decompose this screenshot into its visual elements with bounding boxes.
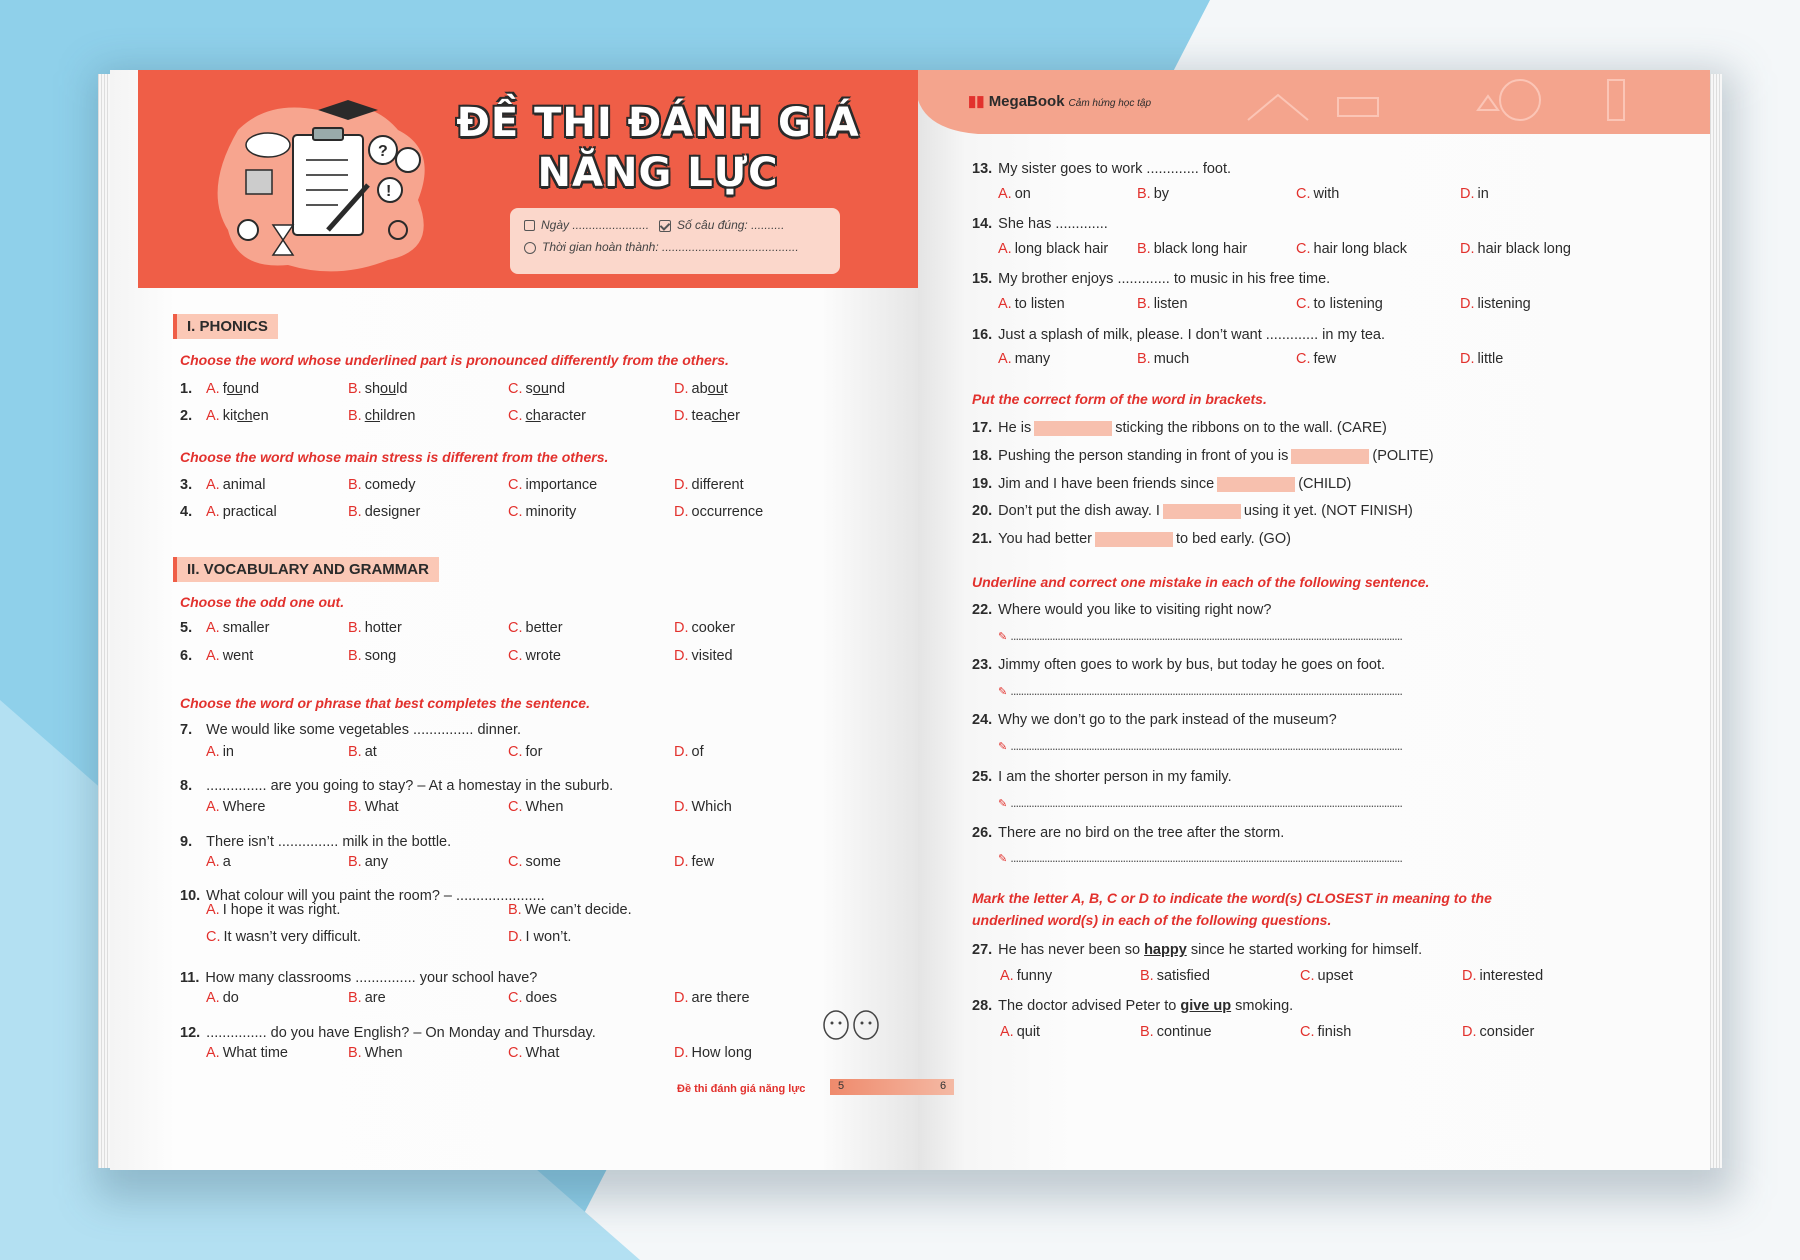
option-letter: D. xyxy=(674,477,689,493)
option-q4-c[interactable] xyxy=(508,504,576,520)
option-q6-a[interactable] xyxy=(206,648,253,664)
question-17: 17. He is sticking the ribbons on to the wall. (CARE) xyxy=(972,420,1387,436)
option-letter: D. xyxy=(1460,241,1475,257)
instruction-1: Choose the word whose underlined part is pronounced differently from the others. xyxy=(180,352,729,368)
option-text: for xyxy=(525,744,543,760)
svg-text:?: ? xyxy=(378,143,388,160)
question-27: 27. He has never been so happy since he started working for himself. xyxy=(972,942,1423,958)
question-14: 14. She has ............. xyxy=(972,216,1108,232)
option-text: practical xyxy=(222,504,277,520)
instruction-2: Choose the word whose main stress is different from the others. xyxy=(180,449,609,465)
option-text: designer xyxy=(364,504,421,520)
option-text: long black hair xyxy=(1014,241,1109,257)
option-q9-a[interactable] xyxy=(206,854,231,870)
option-letter: A. xyxy=(998,241,1012,257)
option-q28-a[interactable] xyxy=(1000,1024,1040,1040)
option-q8-a[interactable] xyxy=(206,799,265,815)
option-letter: A. xyxy=(1000,1024,1014,1040)
svg-text:!: ! xyxy=(386,183,392,200)
option-letter: B. xyxy=(1140,968,1154,984)
option-text: much xyxy=(1153,351,1190,367)
option-letter: C. xyxy=(508,504,523,520)
option-q6-d[interactable] xyxy=(674,648,733,664)
question-4: 4. xyxy=(180,504,193,520)
question-22: 22. Where would you like to visiting right now? xyxy=(972,602,1272,618)
option-letter: D. xyxy=(1462,968,1477,984)
question-6: 6. xyxy=(180,648,193,664)
option-text: any xyxy=(364,854,389,870)
option-letter: D. xyxy=(674,648,689,664)
question-18: 18. Pushing the person standing in front of you is (POLITE) xyxy=(972,448,1434,464)
option-q11-c[interactable] xyxy=(508,990,557,1006)
option-letter: D. xyxy=(674,799,689,815)
section-phonics: I. PHONICS xyxy=(173,314,278,339)
question-13: 13. My sister goes to work ............. foot. xyxy=(972,161,1232,177)
option-text: different xyxy=(691,477,744,493)
right-page-edge xyxy=(1708,74,1722,1168)
option-text: wrote xyxy=(525,648,561,664)
option-q11-b[interactable] xyxy=(348,990,386,1006)
option-letter: B. xyxy=(1137,351,1151,367)
option-text: are xyxy=(364,990,386,1006)
option-text: I hope it was right. xyxy=(222,902,341,918)
option-letter: B. xyxy=(348,799,362,815)
answer-line[interactable]: ✎ ...................................................................................................................................................... xyxy=(998,795,1402,810)
page-number-left: 5 xyxy=(838,1080,845,1092)
question-15: 15. My brother enjoys ............. to music in his free time. xyxy=(972,271,1331,287)
question-28: 28. The doctor advised Peter to give up smoking. xyxy=(972,998,1294,1014)
option-q16-b[interactable] xyxy=(1137,351,1189,367)
option-q8-c[interactable] xyxy=(508,799,563,815)
option-letter: A. xyxy=(206,504,220,520)
pencil-icon: ✎ xyxy=(998,741,1007,753)
emoji-icon xyxy=(822,1008,882,1042)
option-text: in xyxy=(1477,186,1489,202)
option-letter: A. xyxy=(998,296,1012,312)
option: A. found xyxy=(206,381,260,397)
page-title xyxy=(438,98,878,198)
option-q12-a[interactable] xyxy=(206,1045,288,1061)
option-q12-c[interactable] xyxy=(508,1045,559,1061)
option-text: quit xyxy=(1016,1024,1041,1040)
option-letter: A. xyxy=(206,620,220,636)
pencil-icon: ✎ xyxy=(998,631,1007,643)
option-text: animal xyxy=(222,477,266,493)
option-text: What xyxy=(364,799,399,815)
question-23: 23. Jimmy often goes to work by bus, but today he goes on foot. xyxy=(972,657,1386,673)
question-3: 3. xyxy=(180,477,193,493)
option-letter: D. xyxy=(1462,1024,1477,1040)
option-text: upset xyxy=(1317,968,1353,984)
option-q15-d[interactable] xyxy=(1460,296,1531,312)
option-text: by xyxy=(1153,186,1170,202)
answer-blank[interactable] xyxy=(1291,449,1369,464)
option-q11-a[interactable] xyxy=(206,990,239,1006)
question-20: 20. Don’t put the dish away. I using it yet. (NOT FINISH) xyxy=(972,503,1413,519)
option-letter: B. xyxy=(1140,1024,1154,1040)
option-text: does xyxy=(525,990,557,1006)
option-q27-b[interactable] xyxy=(1140,968,1210,984)
option-letter: B. xyxy=(348,504,362,520)
footer-title: Đề thi đánh giá năng lực xyxy=(677,1083,806,1095)
answer-line[interactable]: ✎ ...................................................................................................................................................... xyxy=(998,850,1402,865)
option-q13-a[interactable] xyxy=(998,186,1031,202)
title-banner xyxy=(138,70,918,288)
option-letter: D. xyxy=(674,990,689,1006)
option-letter: C. xyxy=(508,648,523,664)
option-text: When xyxy=(364,1045,403,1061)
option-text: with xyxy=(1313,186,1340,202)
option-q27-a[interactable] xyxy=(1000,968,1052,984)
instruction-7a: Mark the letter A, B, C or D to indicate the word(s) CLOSEST in meaning to the xyxy=(972,890,1492,906)
question-2: 2. xyxy=(180,408,193,424)
option-q10-d[interactable] xyxy=(508,929,571,945)
option-text: funny xyxy=(1016,968,1053,984)
option-letter: C. xyxy=(1296,296,1311,312)
answer-blank[interactable] xyxy=(1095,532,1173,547)
option-text: smaller xyxy=(222,620,270,636)
option-letter: B. xyxy=(348,854,362,870)
option-q27-d[interactable] xyxy=(1462,968,1543,984)
answer-line[interactable]: ✎ ...................................................................................................................................................... xyxy=(998,738,1402,753)
option-q14-a[interactable] xyxy=(998,241,1108,257)
answer-blank[interactable] xyxy=(1034,421,1112,436)
option-letter: B. xyxy=(348,990,362,1006)
option-q15-a[interactable] xyxy=(998,296,1065,312)
option-letter: D. xyxy=(508,929,523,945)
option-letter: D. xyxy=(674,854,689,870)
info-box xyxy=(510,208,840,274)
option-text: to listen xyxy=(1014,296,1065,312)
option-letter: A. xyxy=(206,744,220,760)
option-text: cooker xyxy=(691,620,736,636)
score-field: Số câu đúng: .......... xyxy=(659,218,784,232)
page-number-right: 6 xyxy=(940,1080,947,1092)
option-letter: A. xyxy=(998,351,1012,367)
date-field: Ngày ....................... xyxy=(524,218,649,232)
option-text: continue xyxy=(1156,1024,1212,1040)
option-text: hair long black xyxy=(1313,241,1407,257)
option-text: little xyxy=(1477,351,1504,367)
option-letter: B. xyxy=(348,620,362,636)
option-text: of xyxy=(691,744,704,760)
option-text: to listening xyxy=(1313,296,1383,312)
option-text: comedy xyxy=(364,477,416,493)
option-letter: A. xyxy=(206,854,220,870)
option-letter: C. xyxy=(1300,968,1315,984)
question-9: 9. There isn’t ............... milk in the bottle. xyxy=(180,834,452,850)
option-letter: B. xyxy=(1137,186,1151,202)
option-letter: A. xyxy=(1000,968,1014,984)
option-q11-d[interactable] xyxy=(674,990,750,1006)
option-letter: D. xyxy=(1460,296,1475,312)
option-letter: A. xyxy=(206,990,220,1006)
option: C. sound xyxy=(508,381,566,397)
question-8: 8. ............... are you going to stay? – At a homestay in the suburb. xyxy=(180,778,614,794)
option-text: visited xyxy=(691,648,733,664)
option-letter: D. xyxy=(1460,186,1475,202)
option-text: black long hair xyxy=(1153,241,1248,257)
option-text: Which xyxy=(691,799,732,815)
option-text: Where xyxy=(222,799,266,815)
option-q4-d[interactable] xyxy=(674,504,763,520)
option-q13-c[interactable] xyxy=(1296,186,1339,202)
option-text: better xyxy=(525,620,563,636)
question-12: 12. ............... do you have English? – On Monday and Thursday. xyxy=(180,1025,596,1041)
option-letter: D. xyxy=(674,620,689,636)
option-q7-a[interactable] xyxy=(206,744,234,760)
option-q5-a[interactable] xyxy=(206,620,269,636)
option-letter: D. xyxy=(674,504,689,520)
option-q7-b[interactable] xyxy=(348,744,377,760)
option-q3-b[interactable] xyxy=(348,477,415,493)
option-q4-a[interactable] xyxy=(206,504,277,520)
instruction-3: Choose the odd one out. xyxy=(180,594,345,610)
option-q14-c[interactable] xyxy=(1296,241,1407,257)
question-7: 7. We would like some vegetables ............... dinner. xyxy=(180,722,522,738)
option-text: in xyxy=(222,744,234,760)
page-number-bar xyxy=(830,1079,954,1095)
question-24: 24. Why we don’t go to the park instead of the museum? xyxy=(972,712,1337,728)
option: B. should xyxy=(348,381,408,397)
option-text: consider xyxy=(1479,1024,1535,1040)
option-text: a xyxy=(222,854,231,870)
option-q6-b[interactable] xyxy=(348,648,396,664)
section-vocabulary: II. VOCABULARY AND GRAMMAR xyxy=(173,557,439,582)
option-letter: B. xyxy=(348,477,362,493)
option-letter: D. xyxy=(1460,351,1475,367)
option-q4-b[interactable] xyxy=(348,504,420,520)
option-q14-d[interactable] xyxy=(1460,241,1571,257)
option-letter: C. xyxy=(1296,351,1311,367)
time-field: Thời gian hoàn thành: ......................................... xyxy=(524,240,799,254)
option-text: How long xyxy=(691,1045,752,1061)
option-q9-b[interactable] xyxy=(348,854,388,870)
option-letter: B. xyxy=(348,744,362,760)
option-text: do xyxy=(222,990,239,1006)
option-text: minority xyxy=(525,504,577,520)
option-q5-b[interactable] xyxy=(348,620,402,636)
option-letter: B. xyxy=(348,648,362,664)
option-q3-d[interactable] xyxy=(674,477,744,493)
option-q13-d[interactable] xyxy=(1460,186,1489,202)
option-letter: D. xyxy=(674,1045,689,1061)
option-text: hair black long xyxy=(1477,241,1571,257)
exam-illustration xyxy=(198,90,458,280)
question-10: 10. What colour will you paint the room? – ...................... xyxy=(180,888,545,904)
question-19: 19. Jim and I have been friends since (CHILD) xyxy=(972,476,1352,492)
option-q8-d[interactable] xyxy=(674,799,732,815)
pencil-icon: ✎ xyxy=(998,686,1007,698)
answer-blank[interactable] xyxy=(1163,504,1241,519)
option-text: What xyxy=(525,1045,560,1061)
option-text: I won’t. xyxy=(525,929,572,945)
option-text: are there xyxy=(691,990,750,1006)
option-letter: D. xyxy=(674,744,689,760)
option-letter: A. xyxy=(206,902,220,918)
option: D. about xyxy=(674,381,728,397)
option-q12-b[interactable] xyxy=(348,1045,403,1061)
option-q16-a[interactable] xyxy=(998,351,1050,367)
option: A. kitchen xyxy=(206,408,269,424)
option-text: It wasn’t very difficult. xyxy=(223,929,362,945)
calendar-icon xyxy=(524,220,535,231)
question-5: 5. xyxy=(180,620,193,636)
option-text: interested xyxy=(1479,968,1544,984)
option-text: few xyxy=(691,854,715,870)
option-q7-c[interactable] xyxy=(508,744,542,760)
option-text: hotter xyxy=(364,620,402,636)
option-text: When xyxy=(525,799,564,815)
option-text: went xyxy=(222,648,254,664)
option-text: few xyxy=(1313,351,1337,367)
option-text: occurrence xyxy=(691,504,764,520)
option-letter: C. xyxy=(508,990,523,1006)
question-11: 11. How many classrooms ............... your school have? xyxy=(180,970,538,986)
option-q15-b[interactable] xyxy=(1137,296,1188,312)
question-25: 25. I am the shorter person in my family. xyxy=(972,769,1232,785)
answer-line[interactable]: ✎ ...................................................................................................................................................... xyxy=(998,683,1402,698)
option-text: What time xyxy=(222,1045,288,1061)
instruction-5: Put the correct form of the word in brackets. xyxy=(972,391,1267,407)
title-line-2: NĂNG LỰC xyxy=(537,150,779,196)
option-q3-c[interactable] xyxy=(508,477,597,493)
option-q5-d[interactable] xyxy=(674,620,735,636)
option-text: some xyxy=(525,854,561,870)
option-q7-d[interactable] xyxy=(674,744,704,760)
option-letter: C. xyxy=(508,854,523,870)
clock-icon xyxy=(524,242,536,254)
option-letter: A. xyxy=(206,799,220,815)
question-21: 21. You had better to bed early. (GO) xyxy=(972,531,1291,547)
brand-logo: ▮▮ MegaBook Cảm hứng học tập xyxy=(968,93,1152,110)
option-letter: B. xyxy=(1137,296,1151,312)
title-line-1: ĐỀ THI ĐÁNH GIÁ xyxy=(456,100,860,146)
option: B. children xyxy=(348,408,416,424)
option-text: satisfied xyxy=(1156,968,1210,984)
option-q13-b[interactable] xyxy=(1137,186,1169,202)
option-text: importance xyxy=(525,477,598,493)
option-letter: B. xyxy=(508,902,522,918)
option-q16-d[interactable] xyxy=(1460,351,1503,367)
option-letter: C. xyxy=(508,799,523,815)
pencil-icon: ✎ xyxy=(998,798,1007,810)
option-text: many xyxy=(1014,351,1051,367)
option-q10-c[interactable] xyxy=(206,929,361,945)
option-letter: B. xyxy=(1137,241,1151,257)
option-q9-c[interactable] xyxy=(508,854,561,870)
option-text: listen xyxy=(1153,296,1188,312)
question-16: 16. Just a splash of milk, please. I don’t want ............. in my tea. xyxy=(972,327,1386,343)
option-text: on xyxy=(1014,186,1031,202)
option-q6-c[interactable] xyxy=(508,648,561,664)
option-q12-d[interactable] xyxy=(674,1045,752,1061)
checkbox-icon xyxy=(659,220,671,232)
option-text: We can’t decide. xyxy=(524,902,632,918)
answer-blank[interactable] xyxy=(1217,477,1295,492)
option-text: at xyxy=(364,744,377,760)
option-letter: C. xyxy=(508,1045,523,1061)
option-letter: A. xyxy=(206,648,220,664)
option-letter: A. xyxy=(206,477,220,493)
option-letter: C. xyxy=(508,620,523,636)
question-1: 1. xyxy=(180,381,193,397)
option-q10-a[interactable] xyxy=(206,902,340,918)
option-q28-c[interactable] xyxy=(1300,1024,1351,1040)
option-q14-b[interactable] xyxy=(1137,241,1247,257)
instruction-7b: underlined word(s) in each of the following questions. xyxy=(972,912,1332,928)
option-q3-a[interactable] xyxy=(206,477,265,493)
option-letter: C. xyxy=(1300,1024,1315,1040)
option-q8-b[interactable] xyxy=(348,799,399,815)
question-26: 26. There are no bird on the tree after the storm. xyxy=(972,825,1285,841)
option-q15-c[interactable] xyxy=(1296,296,1383,312)
option-letter: B. xyxy=(348,1045,362,1061)
option-letter: C. xyxy=(508,744,523,760)
option-q5-c[interactable] xyxy=(508,620,563,636)
option-letter: C. xyxy=(508,477,523,493)
option-letter: C. xyxy=(1296,186,1311,202)
option-letter: A. xyxy=(998,186,1012,202)
instruction-6: Underline and correct one mistake in each of the following sentence. xyxy=(972,574,1430,590)
option-q10-b[interactable] xyxy=(508,902,632,918)
option-q28-b[interactable] xyxy=(1140,1024,1212,1040)
pencil-icon: ✎ xyxy=(998,853,1007,865)
option-q27-c[interactable] xyxy=(1300,968,1353,984)
option-text: finish xyxy=(1317,1024,1352,1040)
option-letter: C. xyxy=(206,929,221,945)
option-q9-d[interactable] xyxy=(674,854,714,870)
option-q28-d[interactable] xyxy=(1462,1024,1534,1040)
instruction-4: Choose the word or phrase that best completes the sentence. xyxy=(180,695,590,711)
option-letter: C. xyxy=(1296,241,1311,257)
option: D. teacher xyxy=(674,408,740,424)
answer-line[interactable]: ✎ ...................................................................................................................................................... xyxy=(998,628,1402,643)
option-letter: A. xyxy=(206,1045,220,1061)
option-text: listening xyxy=(1477,296,1531,312)
option-text: song xyxy=(364,648,397,664)
option: C. character xyxy=(508,408,586,424)
option-q16-c[interactable] xyxy=(1296,351,1336,367)
